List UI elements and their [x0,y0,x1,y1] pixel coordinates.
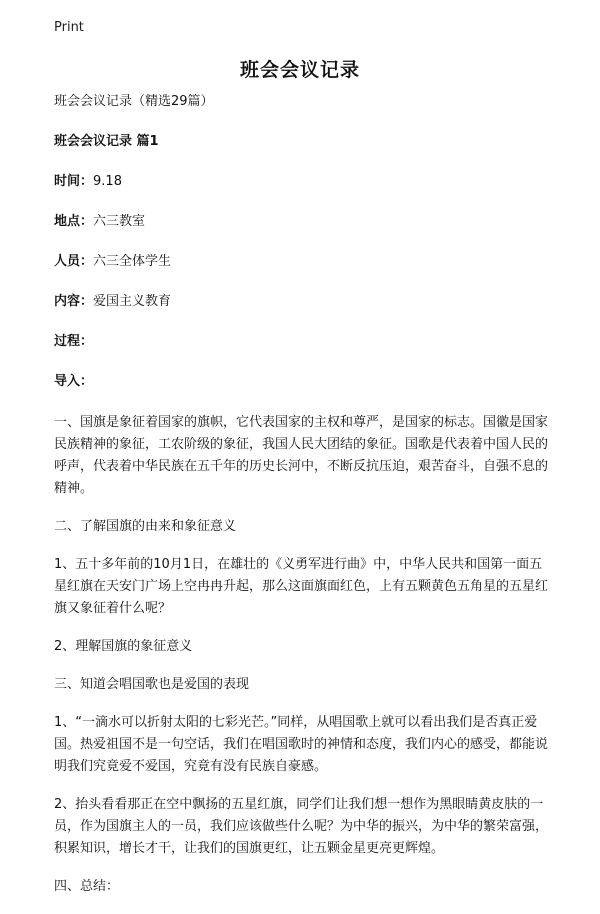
field-content-label: 内容： [54,294,94,309]
paragraph-7: 2、抬头看看那正在空中飘扬的五星红旗，同学们让我们想一想作为黑眼睛黄皮肤的一员，作为国旗主人的一员，我们应该做些什么呢？为中华的振兴，为中华的繁荣富强，积累知识，增长才干，让我们的国旗更红，让五颗金星更亮更辉煌。 [54,797,549,856]
field-place-value: 六三教室 [93,214,146,229]
field-time-label: 时间： [54,174,94,189]
field-time [54,172,548,192]
field-people-label: 人员： [54,254,94,269]
field-people-value: 六三全体学生 [93,254,172,269]
document-body [54,92,548,914]
document-subtitle: 班会会议记录（精选29篇） [54,94,214,109]
print-link[interactable]: Print [54,20,84,35]
section-heading: 班会会议记录 篇1 [54,134,159,149]
paragraph-2: 二、了解国旗的由来和象征意义 [54,519,237,534]
field-content [54,292,548,312]
paragraph-8: 四、总结： [54,879,120,894]
paragraph-1: 一、国旗是象征着国家的旗帜，它代表国家的主权和尊严，是国家的标志。国徽是国家民族精神的象征，工农阶级的象征，我国人民大团结的象征。国歌是代表着中国人民的呼声，代表着中华民族在五千年的历史长河中，不断反抗压迫，艰苦奋斗，自强不息的精神。 [54,415,549,496]
document-title: 班会会议记录 [239,59,360,81]
process-label: 过程： [54,334,94,349]
paragraph-4: 2、理解国旗的象征意义 [54,639,193,654]
paragraph-3: 1、五十多年前的10月1日，在雄壮的《义勇军进行曲》中，中华人民共和国第一面五星红旗在天安门广场上空冉冉升起，那么这面旗面红色，上有五颗黄色五角星的五星红旗又象征着什么呢？ [54,557,549,616]
field-place-label: 地点： [54,214,94,229]
field-content-value: 爱国主义教育 [93,294,172,309]
paragraph-5: 三、知道会唱国歌也是爱国的表现 [54,677,250,692]
paragraph-6: 1、“一滴水可以折射太阳的七彩光芒。”同样，从唱国歌上就可以看出我们是否真正爱国。热爱祖国不是一句空话，我们在唱国歌时的神情和态度，我们内心的感受，都能说明我们究竟爱不爱国，究竟有没有民族自豪感。 [54,715,549,774]
field-place [54,212,548,232]
field-time-value: 9.18 [93,174,122,189]
intro-label: 导入： [54,374,94,389]
field-people [54,252,548,272]
